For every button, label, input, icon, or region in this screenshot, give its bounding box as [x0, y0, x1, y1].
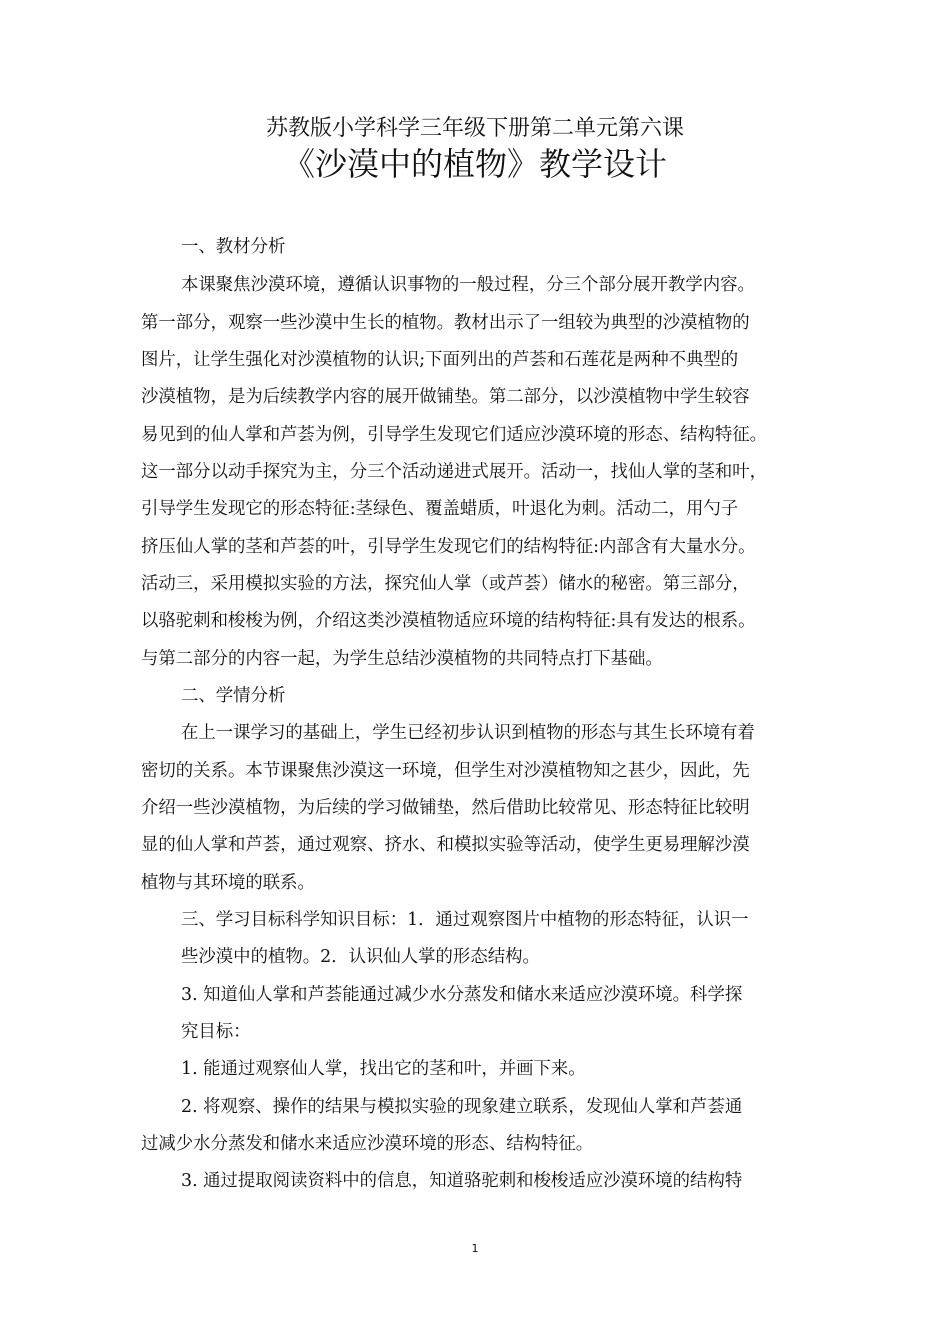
- paragraph-line: 在上一课学习的基础上，学生已经初步认识到植物的形态与其生长环境有着: [181, 723, 755, 743]
- paragraph-line: 密切的关系。本节课聚焦沙漠这一环境，但学生对沙漠植物知之甚少，因此，先: [141, 761, 750, 781]
- paragraph-line: 些沙漠中的植物。2．认识仙人掌的形态结构。: [181, 947, 540, 967]
- paragraph-line: 引导学生发现它的形态特征:茎绿色、覆盖蜡质，叶退化为刺。活动二，用勺子: [141, 499, 739, 519]
- paragraph-line: 图片，让学生强化对沙漠植物的认识;下面列出的芦荟和石莲花是两种不典型的: [141, 350, 739, 370]
- list-item: 1. 能通过观察仙人掌，找出它的茎和叶，并画下来。: [181, 1059, 586, 1079]
- paragraph-line: 挤压仙人掌的茎和芦荟的叶，引导学生发现它们的结构特征:内部含有大量水分。: [141, 537, 756, 557]
- list-item: 2. 将观察、操作的结果与模拟实验的现象建立联系，发现仙人掌和芦荟通: [181, 1097, 743, 1117]
- page-number: 1: [471, 1242, 479, 1255]
- paragraph-line: 这一部分以动手探究为主，分三个活动递进式展开。活动一，找仙人掌的茎和叶，: [141, 462, 768, 482]
- paragraph-line: 本课聚焦沙漠环境，遵循认识事物的一般过程，分三个部分展开教学内容。: [181, 275, 755, 295]
- paragraph-line: 植物与其环境的联系。: [141, 873, 315, 893]
- paragraph-line: 易见到的仙人掌和芦荟为例，引导学生发现它们适应沙漠环境的形态、结构特征。: [141, 425, 768, 445]
- document-title: 《沙漠中的植物》教学设计: [282, 145, 667, 183]
- paragraph-line: 活动三，采用模拟实验的方法，探究仙人掌（或芦荟）储水的秘密。第三部分，: [141, 574, 750, 594]
- document-subtitle: 苏教版小学科学三年级下册第二单元第六课: [265, 116, 684, 141]
- section-heading-learner-analysis: 二、学情分析: [181, 686, 286, 706]
- paragraph-line: 沙漠植物，是为后续教学内容的展开做铺垫。第二部分，以沙漠植物中学生较容: [141, 387, 750, 407]
- paragraph-line: 显的仙人掌和芦荟，通过观察、挤水、和模拟实验等活动，使学生更易理解沙漠: [141, 835, 750, 855]
- paragraph-line: 与第二部分的内容一起，为学生总结沙漠植物的共同特点打下基础。: [141, 649, 663, 669]
- paragraph-line: 介绍一些沙漠植物，为后续的学习做铺垫，然后借助比较常见、形态特征比较明: [141, 798, 750, 818]
- list-item: 3. 通过提取阅读资料中的信息，知道骆驼刺和梭梭适应沙漠环境的结构特: [181, 1171, 743, 1191]
- paragraph-line: 第一部分，观察一些沙漠中生长的植物。教材出示了一组较为典型的沙漠植物的: [141, 313, 750, 333]
- section-heading-learning-goals: 三、学习目标科学知识目标：1．通过观察图片中植物的形态特征，认识一: [181, 910, 749, 930]
- paragraph-line: 以骆驼刺和梭梭为例，介绍这类沙漠植物适应环境的结构特征:具有发达的根系。: [141, 611, 756, 631]
- paragraph-line: 过减少水分蒸发和储水来适应沙漠环境的形态、结构特征。: [141, 1134, 594, 1154]
- section-heading-textbook-analysis: 一、教材分析: [181, 237, 286, 257]
- paragraph-line: 究目标：: [181, 1022, 251, 1042]
- list-item: 3. 知道仙人掌和芦荟能通过减少水分蒸发和储水来适应沙漠环境。科学探: [181, 985, 743, 1005]
